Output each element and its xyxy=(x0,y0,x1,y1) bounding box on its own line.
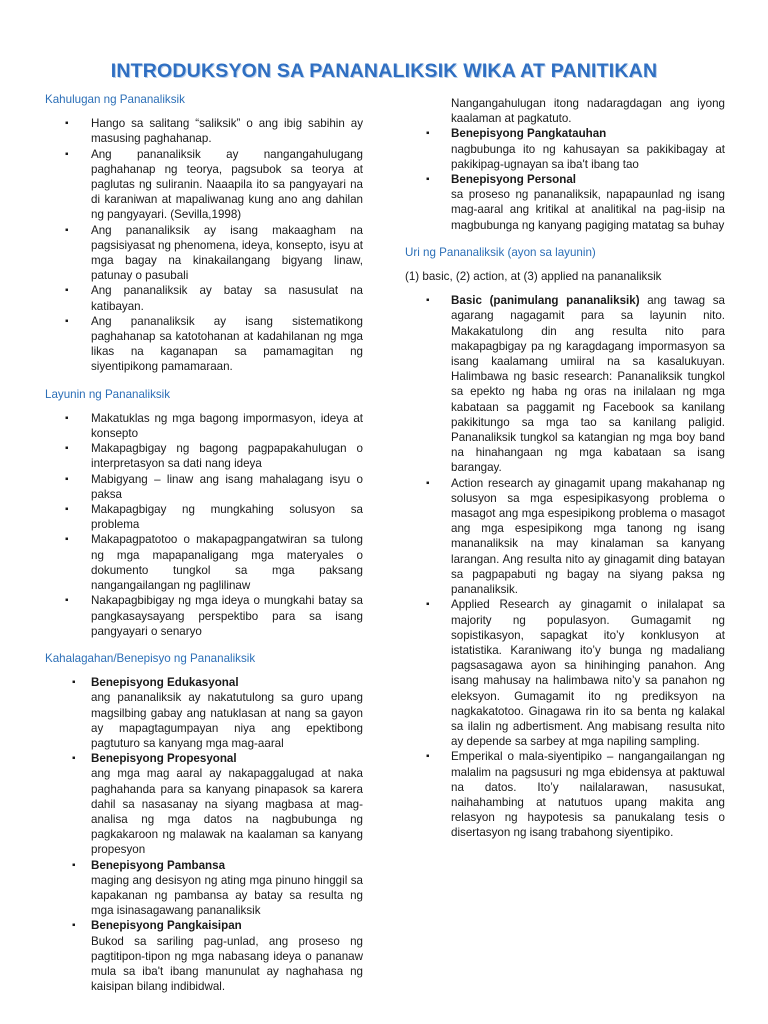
type-item xyxy=(405,597,725,749)
type-text: Emperikal o mala-siyentipiko – nangangailangan ng malalim na pagsusuri ng mga ebidensya at paktuwal na datos. Ito’y nailalarawan, nasusukat, naihahambing at natutuos upang makita ang relasyon ng haypotesis sa panukalang tesis o disertasyon ng isang trabahong siyentipiko. xyxy=(451,750,725,840)
benefit-text: sa proseso ng pananaliksik, napapaunlad ng isang mag-aaral ang kritikal at analitikal na pag-iisip na magbubunga ng kanyang pagiging matatag sa buhay xyxy=(451,188,725,232)
page-title: INTRODUKSYON SA PANANALIKSIK WIKA AT PANITIKAN xyxy=(110,60,658,82)
type-item xyxy=(405,476,725,598)
benefit-title: ▪ Benepisyong Pambansa xyxy=(91,858,226,872)
benefit-text: ang mga mag aaral ay nakapaggalugad at naka paghahanda para sa kanyang pinapasok sa karera dahil sa nasasanay na siyang magbasa at mag-analisa ng mga datos na nagbubunga ng pagkakaroon ng malawak na kaalaman sa kanyang propesyon xyxy=(91,767,363,857)
left-column xyxy=(45,92,363,1006)
list-item: ▪ Makapagpatotoo o makapagpangatwiran sa tulong ng mga mapapanaligang mga materyales o dokumento tungkol sa mga paksang nangangailangan ng paglilinaw xyxy=(45,532,363,593)
benefit-text: nagbubunga ito ng kahusayan sa pakikibagay at pakikipag-ugnayan sa iba't ibang tao xyxy=(451,142,725,171)
benefit-item xyxy=(45,918,363,994)
section-layunin xyxy=(45,387,363,639)
benefit-list xyxy=(45,675,363,994)
list-item: ▪ Mabigyang – linaw ang isang mahalagang isyu o paksa xyxy=(45,472,363,502)
section-heading: Layunin ng Pananaliksik xyxy=(45,387,171,401)
benefit-item xyxy=(45,675,363,751)
benefit-title: ▪ Benepisyong Personal xyxy=(451,173,576,187)
type-item xyxy=(405,293,725,475)
benefit-title: ▪ Benepisyong Pangkaisipan xyxy=(91,919,242,933)
benefit-title: ▪ Benepisyong Propesyonal xyxy=(91,752,237,766)
right-column xyxy=(405,96,725,853)
list-item: ▪ Ang pananaliksik ay batay sa nasusulat na katibayan. xyxy=(45,283,363,313)
type-text: Applied Research ay ginagamit o inilalapat sa majority ng populasyon. Gumagamit ng sopistikasyon, sapagkat ito’y konklusyon at istatistika. Karaniwang ito’y bunga ng madaliang pagsasagawa ayon sa hinihinging panahon. Ang isang mahusay na halimbawa nito’y sa panahon ng eleksyon. Gumagamit ito ng prediksyon na nagkakatotoo. Ginagawa rin ito sa benta ng kalakal sa ilalin ng adbertisment. Ang mabisang resulta nito ay depende sa sarbey at mga napiling sampling. xyxy=(451,598,725,749)
benefit-list xyxy=(405,126,725,232)
section-kahalagahan xyxy=(45,651,363,994)
type-text: ang tawag sa agarang nagagamit para sa layunin nito. Makakatulong din ang resulta nito para makapagbigay pa ng karagdagang impormasyon sa isang kaalamang umiiral na sa kasalukuyan. Halimbawa ng basic research: Pananaliksik tungkol sa epekto ng haba ng oras na inilalaan ng mga kabataan sa paggamit ng Facebook sa kanilang pakikitungo sa mga tao sa kanilang paligid. Pananaliksik tungkol sa katangian ng mga boy band na hinahangaan ng mga kabataan sa isang barangay. xyxy=(451,294,725,475)
benefit-text: ang pananaliksik ay nakatutulong sa guro upang magsilbing gabay ang natuklasan at nang sa gayon ay mapagtagumpayan niya ang epektibong pagtuturo sa kanyang mga mag-aaral xyxy=(91,691,363,750)
list-item: ▪ Nakapagbibigay ng mga ideya o mungkahi batay sa pangkasaysayang perspektibo para sa isang pangyayari o senaryo xyxy=(45,593,363,639)
section-heading: Kahulugan ng Pananaliksik xyxy=(45,93,185,106)
list-item: ▪ Makapagbigay ng mungkahing solusyon sa problema xyxy=(45,502,363,532)
continued-text: Nangangahulugan itong nadaragdagan ang iyong kaalaman at pagkatuto. xyxy=(451,97,725,126)
type-list xyxy=(405,293,725,840)
bullet-list xyxy=(45,411,363,639)
section-heading: Kahalagahan/Benepisyo ng Pananaliksik xyxy=(45,651,256,665)
type-lead: Basic (panimulang pananaliksik) xyxy=(451,294,640,308)
type-item xyxy=(405,749,725,840)
uri-intro: (1) basic, (2) action, at (3) applied na pananaliksik xyxy=(405,270,662,284)
benefit-item xyxy=(405,126,725,172)
bullet-list xyxy=(45,116,363,374)
list-item: ▪ Ang pananaliksik ay nangangahulugang paghahanap ng teorya, pagsubok sa teorya at paglutas ng suliranin. Naaapila ito sa pangyayari na di karaniwan at mapaliwanag kung ano ang dahilan ng pangyayari. (Sevilla,1998) xyxy=(45,147,363,223)
list-item: ▪ Ang pananaliksik ay isang sistematikong paghahanap sa katotohanan at kadahilanan ng mga likas na kaganapan sa pamamagitan ng siyentipikong pamamaraan. xyxy=(45,314,363,375)
list-item: ▪ Makatuklas ng mga bagong impormasyon, ideya at konsepto xyxy=(45,411,363,441)
benefit-text: maging ang desisyon ng ating mga pinuno hinggil sa kapakanan ng pambansa ay batay sa resulta ng mga isinasagawang pananaliksik xyxy=(91,873,363,918)
section-kahulugan xyxy=(45,92,363,375)
type-text: Action research ay ginagamit upang makahanap ng solusyon sa mga espesipikasyong problema o masagot ang mga espesipikong problema o masagot ang mga espesipikong mga tanong ng isang mananaliksik na may kinalaman sa kanyang larangan. Ang resulta nito ay ginagamit ding batayan sa pagpapabuti ng bagay na siyang paksa ng pananaliksik. xyxy=(451,476,725,597)
benefit-item xyxy=(45,858,363,919)
benefit-item xyxy=(45,751,363,857)
section-heading: Uri ng Pananaliksik (ayon sa layunin) xyxy=(405,245,596,259)
benefit-text: Bukod sa sariling pag-unlad, ang proseso ng pagtitipon-tipon ng mga nabasang ideya o pananaw mula sa iba't ibang manunulat ay naghahasa ng kaisipan bilang indibidwal. xyxy=(91,934,363,994)
section-uri xyxy=(405,245,725,841)
benefit-title: ▪ Benepisyong Edukasyonal xyxy=(91,676,239,690)
list-item: ▪ Ang pananaliksik ay isang makaagham na pagsisiyasat ng phenomena, ideya, konsepto, isyu at mga bagay na kinakailangang bigyang linaw, patunay o pasubali xyxy=(45,223,363,284)
list-item: ▪ Makapagbigay ng bagong pagpapakahulugan o interpretasyon sa dati nang ideya xyxy=(45,441,363,471)
benefit-title: ▪ Benepisyong Pangkatauhan xyxy=(451,127,607,141)
benefit-item xyxy=(405,172,725,233)
list-item: ▪ Hango sa salitang “saliksik” o ang ibig sabihin ay masusing paghahanap. xyxy=(45,116,363,146)
